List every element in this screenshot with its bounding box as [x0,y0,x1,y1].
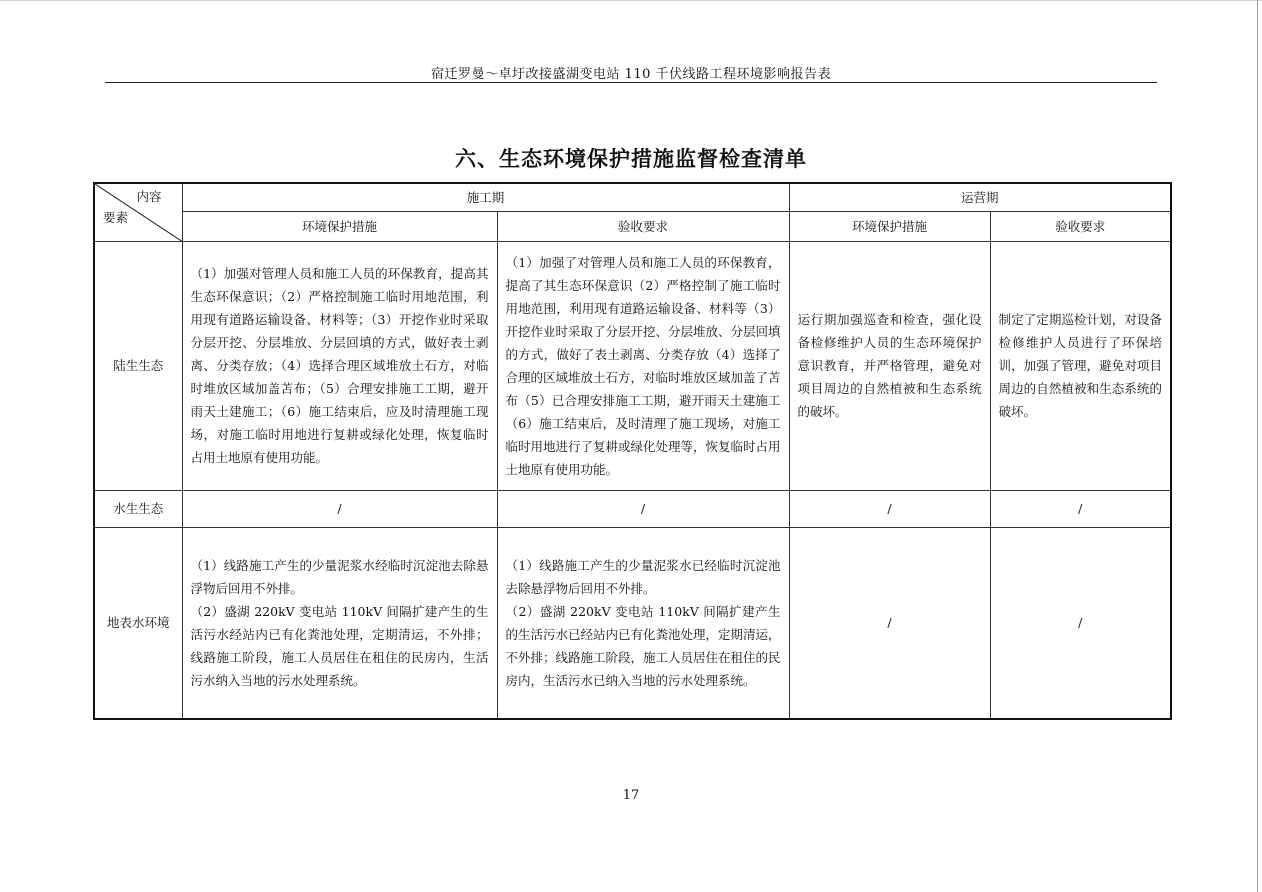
corner-header-cell [94,183,182,241]
running-header: 宿迁罗曼～卓圩改接盛湖变电站 110 千伏线路工程环境影响报告表 [430,67,832,82]
operation-measures-header: 环境保护措施 [789,211,990,241]
phase-construction-header: 施工期 [182,183,789,211]
row-element-label: 地表水环境 [94,527,182,719]
subheader-row [94,211,1171,241]
table-row-terrestrial-ecology [94,241,1171,490]
table-row-aquatic-ecology [94,490,1171,527]
operation-measures-cell: / [789,490,990,527]
operation-acceptance-cell: / [990,527,1171,719]
measure-item-1: （1）线路施工产生的少量泥浆水经临时沉淀池去除悬浮物后回用不外排。 [190,557,489,596]
operation-acceptance-cell: 制定了定期巡检计划，对设备检修维护人员进行了环保培训，加强了管理，避免对项目周边的自然植被和生态系统的破坏。 [990,241,1171,490]
construction-acceptance-cell [497,527,789,719]
phase-header-row [94,183,1171,211]
construction-measures-header: 环境保护措施 [182,211,497,241]
acceptance-item-2: （2）盛湖 220kV 变电站 110kV 间隔扩建产生的生活污水已经站内已有化粪池处理，定期清运，不外排；线路施工阶段，施工人员居住在租住的民房内，生活污水已纳入当地的污水处理系统。 [505,603,781,688]
construction-acceptance-cell: （1）加强了对管理人员和施工人员的环保教育，提高了其生态环保意识（2）严格控制了施工临时用地范围，利用现有道路运输设备、材料等（3）开挖作业时采取了分层开挖、分层堆放、分层回填的方式，做好了表土剥离、分类存放（4）选择了合理的区域堆放土石方，对临时堆放区域加盖了苫布（5）已合理安排施工工期，避开雨天土建施工（6）施工结束后，及时清理了施工现场，对施工临时用地进行了复耕或绿化处理等，恢复临时占用土地原有使用功能。 [497,241,789,490]
construction-measures-cell [182,527,497,719]
measure-item-2: （2）盛湖 220kV 变电站 110kV 间隔扩建产生的生活污水经站内已有化粪池处理，定期清运，不外排；线路施工阶段，施工人员居住在租住的民房内，生活污水纳入当地的污水处理系统。 [190,603,489,688]
operation-acceptance-header: 验收要求 [990,211,1171,241]
acceptance-item-1: （1）线路施工产生的少量泥浆水已经临时沉淀池去除悬浮物后回用不外排。 [505,557,781,596]
operation-measures-cell: / [789,527,990,719]
eco-protection-checklist-table [93,182,1172,720]
header-rule [105,82,1157,83]
row-element-label: 陆生生态 [94,241,182,490]
construction-acceptance-header: 验收要求 [497,211,789,241]
section-title: 六、生态环境保护措施监督检查清单 [455,147,807,171]
page-right-edge [1257,0,1258,892]
page-top-edge [0,0,1262,1]
construction-measures-cell: （1）加强对管理人员和施工人员的环保教育，提高其生态环保意识；（2）严格控制施工临时用地范围，利用现有道路运输设备、材料等；（3）开挖作业时采取分层开挖、分层堆放、分层回填的方式，做好表土剥离、分类存放；（4）选择合理区域堆放土石方，对临时堆放区域加盖苫布；（5）合理安排施工工期，避开雨天土建施工；（6）施工结束后，应及时清理施工现场，对施工临时用地进行复耕或绿化处理，恢复临时占用土地原有使用功能。 [182,241,497,490]
row-element-label: 水生生态 [94,490,182,527]
operation-acceptance-cell: / [990,490,1171,527]
table-row-surface-water [94,527,1171,719]
corner-label-content: 内容 [136,189,162,204]
construction-acceptance-cell: / [497,490,789,527]
page-number: 17 [622,788,640,803]
construction-measures-cell: / [182,490,497,527]
corner-label-element: 要素 [103,210,129,225]
phase-operation-header: 运营期 [789,183,1171,211]
operation-measures-cell: 运行期加强巡查和检查，强化设备检修维护人员的生态环境保护意识教育，并严格管理，避免对项目周边的自然植被和生态系统的破坏。 [789,241,990,490]
